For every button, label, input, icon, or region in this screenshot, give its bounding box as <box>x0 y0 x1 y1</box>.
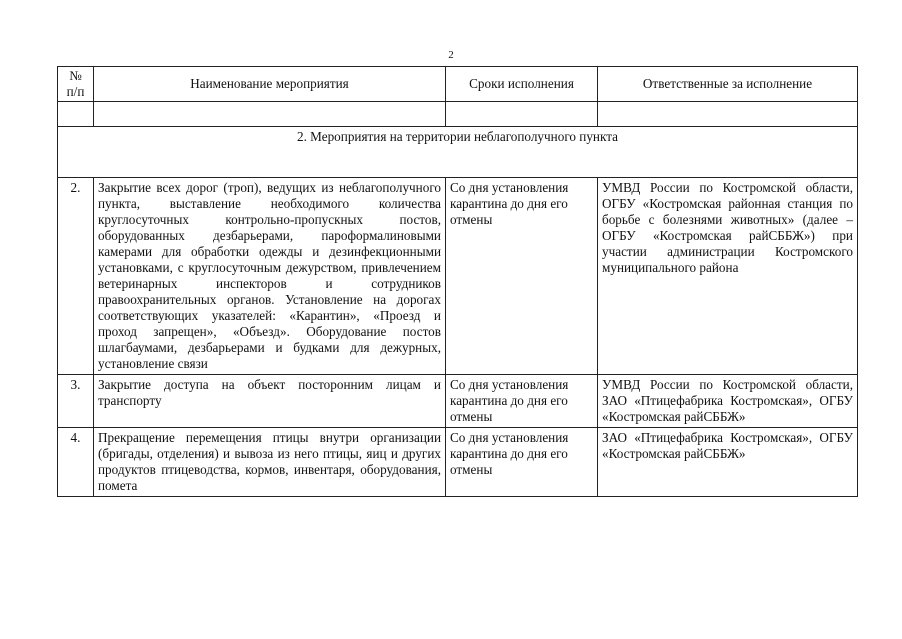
measures-table <box>57 66 858 497</box>
header-measure-name: Наименование мероприятия <box>94 67 446 102</box>
row-responsible: УМВД России по Костромской области, ЗАО «Птицефабрика Костромская», ОГБУ «Костромская райСББЖ» <box>598 375 858 428</box>
row-number: 4. <box>58 428 94 497</box>
empty-cell <box>58 102 94 127</box>
table-row <box>58 375 858 428</box>
header-number: № п/п <box>58 67 94 102</box>
row-deadline: Со дня установления карантина до дня его отмены <box>446 375 598 428</box>
empty-cell <box>94 102 446 127</box>
row-measure-name: Закрытие доступа на объект посторонним лицам и транспорту <box>94 375 446 428</box>
empty-cell <box>598 102 858 127</box>
row-deadline: Со дня установления карантина до дня его отмены <box>446 178 598 375</box>
empty-cell <box>446 102 598 127</box>
table-header-row <box>58 67 858 102</box>
table-row <box>58 428 858 497</box>
row-responsible: ЗАО «Птицефабрика Костромская», ОГБУ «Костромская райСББЖ» <box>598 428 858 497</box>
section-title: 2. Мероприятия на территории неблагополучного пункта <box>58 127 858 178</box>
row-number: 3. <box>58 375 94 428</box>
empty-row <box>58 102 858 127</box>
page-number: 2 <box>448 49 454 61</box>
row-number: 2. <box>58 178 94 375</box>
header-deadline: Сроки исполнения <box>446 67 598 102</box>
row-measure-name: Закрытие всех дорог (троп), ведущих из неблагополучного пункта, выставление необходимого количества круглосуточных контрольно-пропускных постов, оборудованных дезбарьерами, пароформалиновыми камерами для обработки одежды и дезинфекционными установками, с круглосуточным дежурством, привлечением ветеринарных инспекторов и сотрудников правоохранительных органов. Установление на дорогах соответствующих указателей: «Карантин», «Проезд и проход запрещен», «Объезд». Оборудование постов шлагбаумами, дезбарьерами и будками для дежурных, установление связи <box>94 178 446 375</box>
section-row <box>58 127 858 178</box>
row-measure-name: Прекращение перемещения птицы внутри организации (бригады, отделения) и вывоза из него птицы, яиц и других продуктов птицеводства, кормов, инвентаря, оборудования, помета <box>94 428 446 497</box>
row-deadline: Со дня установления карантина до дня его отмены <box>446 428 598 497</box>
table-row <box>58 178 858 375</box>
row-responsible: УМВД России по Костромской области, ОГБУ «Костромская районная станция по борьбе с болезнями животных» (далее – ОГБУ «Костромская райСББЖ») при участии администрации Костромского муниципального района <box>598 178 858 375</box>
header-responsible: Ответственные за исполнение <box>598 67 858 102</box>
